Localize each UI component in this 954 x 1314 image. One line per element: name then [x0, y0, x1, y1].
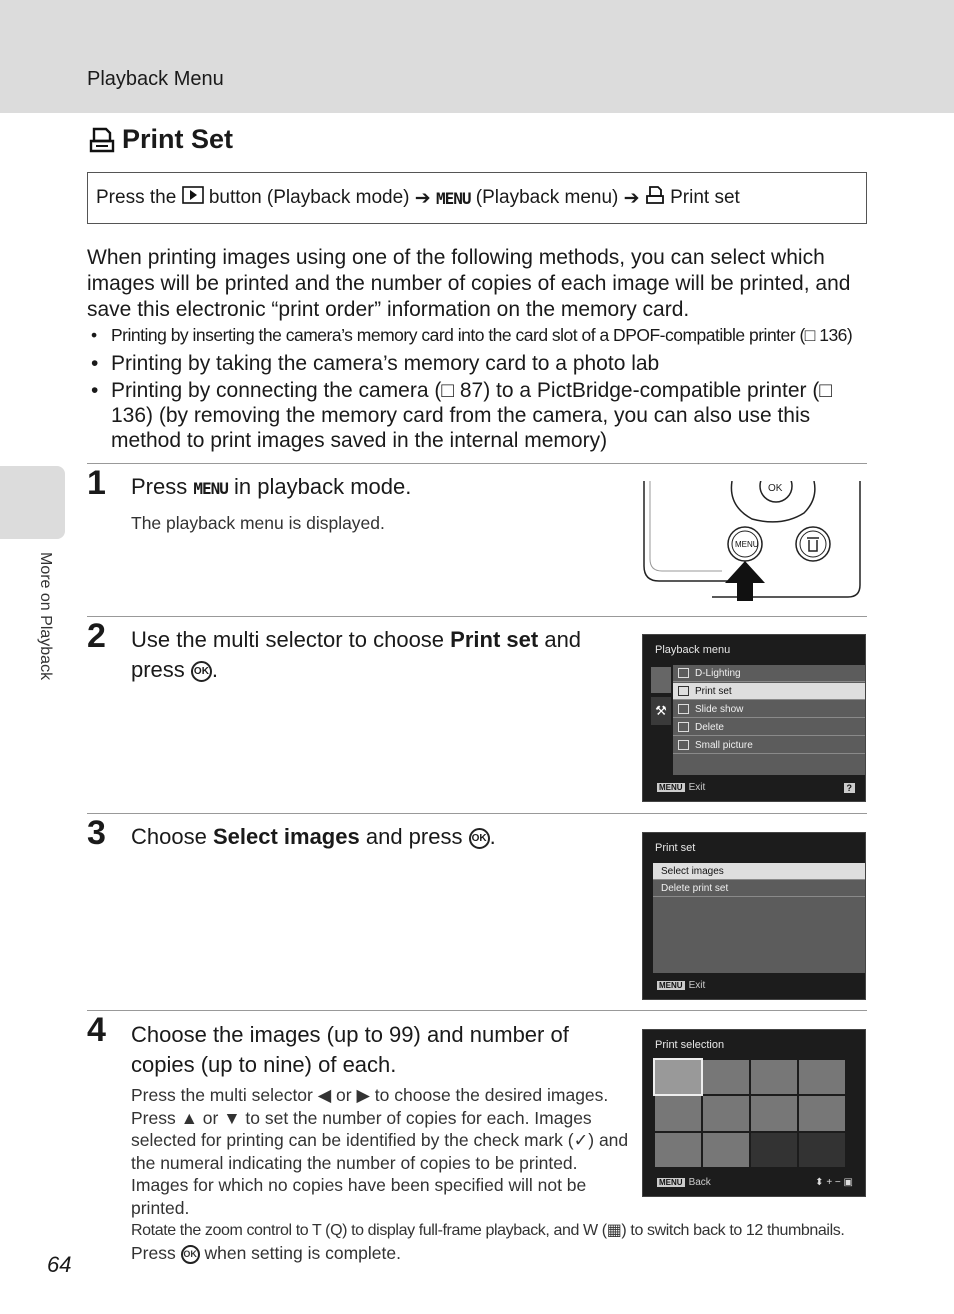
- menu-item-label: Small picture: [695, 740, 753, 751]
- small-picture-icon: [678, 740, 689, 750]
- step-heading: [131, 625, 611, 685]
- menu-item: [673, 719, 865, 736]
- path-text-1: Press the: [96, 187, 177, 208]
- footer-label: Back: [688, 1177, 711, 1188]
- menu-button-label: MENU: [735, 540, 759, 549]
- thumbnail-grid: [655, 1060, 845, 1167]
- divider: [87, 1010, 867, 1011]
- thumbnail: [703, 1096, 749, 1130]
- ok-icon: OK: [191, 661, 212, 682]
- menu-badge: MENU: [659, 981, 683, 990]
- ok-icon: OK: [469, 828, 490, 849]
- menu-item-label: D-Lighting: [695, 668, 741, 679]
- step-text: in playback mode.: [234, 474, 412, 499]
- menu-badge: MENU: [659, 783, 683, 792]
- menu-item: [673, 737, 865, 754]
- step-number: 4: [87, 1011, 106, 1049]
- note-text: when setting is complete.: [204, 1243, 401, 1263]
- menu-badge: MENU: [659, 1178, 683, 1187]
- screen-title: Print set: [655, 842, 696, 854]
- side-tab: [0, 466, 65, 539]
- step-number: 3: [87, 814, 106, 852]
- step-text: and press: [131, 627, 582, 682]
- divider: [87, 616, 867, 617]
- list-item: • Printing by connecting the camera (□ 87) to a PictBridge-compatible printer (□ 136) (by removing the memory card from the camera, you can also use this method to print images saved in the internal memory): [87, 378, 867, 453]
- list-item: • Printing by inserting the camera’s memory card into the card slot of a DPOF-compatible printer (□ 136): [87, 322, 867, 349]
- screen-title: Print selection: [655, 1039, 725, 1051]
- path-text-3: (Playback menu): [475, 187, 619, 208]
- screen-title: Playback menu: [655, 644, 731, 656]
- screen-footer: [657, 1177, 711, 1188]
- playback-menu-screen: [642, 634, 866, 802]
- step-description: Press the multi selector ◀ or ▶ to choose the desired images. Press ▲ or ▼ to set the number of copies for each. Images selected for printing can be identified by the check mark (✓) and the numeral indicating the number of copies to be printed. Images for which no copies have been specified will not be printed.: [131, 1085, 629, 1218]
- step-text: Press: [131, 474, 188, 499]
- menu-item-selected: Select images: [653, 863, 865, 880]
- step-text: Use the multi selector to choose: [131, 627, 445, 652]
- intro-paragraph: When printing images using one of the following methods, you can select which images will be printed and the number of copies of each image will be printed, and save this electronic “print order” information on the memory card.: [87, 246, 851, 321]
- step-text: .: [489, 824, 496, 849]
- menu-item-label: Delete: [695, 722, 724, 733]
- step-bold: Print set: [450, 627, 539, 652]
- menu-item: Delete print set: [653, 880, 865, 897]
- play-tab-icon: [651, 667, 671, 693]
- ok-icon: OK: [181, 1245, 200, 1264]
- page-number: 64: [47, 1252, 72, 1277]
- print-set-icon: [88, 127, 116, 153]
- delete-icon: [678, 722, 689, 732]
- thumbnail-empty: [799, 1133, 845, 1167]
- menu-key-label: MENU: [193, 479, 228, 498]
- ok-button-label: OK: [768, 483, 783, 494]
- step-heading: Choose the images (up to 99) and number of copies (up to nine) of each.: [131, 1022, 569, 1077]
- thumbnail: [655, 1060, 701, 1094]
- finish-note: [131, 1242, 871, 1265]
- step-description: The playback menu is displayed.: [131, 513, 385, 533]
- section-title: Playback Menu: [87, 68, 224, 90]
- menu-item-label: Slide show: [695, 704, 744, 715]
- wrench-icon: ⚒: [651, 697, 671, 725]
- menu-item-label: Print set: [695, 686, 732, 697]
- print-set-screen: [642, 832, 866, 1000]
- page-title: [88, 124, 233, 155]
- footer-label: Exit: [688, 782, 706, 793]
- thumbnail: [751, 1060, 797, 1094]
- playback-button-icon: [182, 186, 204, 210]
- zoom-note: Rotate the zoom control to T (Q) to display full-frame playback, and W (▦) to switch back to 12 thumbnails.: [131, 1222, 845, 1239]
- step-number: 1: [87, 464, 106, 502]
- print-selection-screen: [642, 1029, 866, 1197]
- step-text: Choose: [131, 824, 207, 849]
- help-icon: ?: [844, 783, 856, 793]
- d-lighting-icon: [678, 668, 689, 678]
- menu-panel: [653, 863, 865, 973]
- print-set-small-icon: [645, 186, 665, 210]
- menu-item-selected: [673, 683, 865, 700]
- step-number: 2: [87, 617, 106, 655]
- thumbnail: [799, 1060, 845, 1094]
- side-label: More on Playback: [37, 552, 54, 681]
- path-arrow-2: ➔: [623, 187, 640, 209]
- slide-show-icon: [678, 704, 689, 714]
- path-text-2: button (Playback mode): [208, 187, 410, 208]
- thumbnail: [655, 1133, 701, 1167]
- print-set-icon: [678, 686, 689, 696]
- menu-panel: [673, 665, 865, 775]
- page-title-text: Print Set: [122, 124, 234, 154]
- menu-path-box: [87, 172, 867, 224]
- thumbnail: [751, 1096, 797, 1130]
- list-item: • Printing by taking the camera’s memory card to a photo lab: [87, 351, 867, 376]
- divider: [87, 813, 867, 814]
- step-text: .: [211, 657, 219, 682]
- footer-label: Exit: [688, 980, 706, 991]
- step-heading: [131, 822, 611, 852]
- header-band: [0, 0, 954, 113]
- method-list: [87, 322, 867, 455]
- step-heading: [131, 472, 611, 504]
- path-arrow-1: ➔: [414, 187, 431, 209]
- menu-item: [673, 701, 865, 718]
- thumbnail: [703, 1133, 749, 1167]
- copies-zoom-icons: ⬍ + − ▣: [815, 1177, 853, 1188]
- menu-item: [673, 665, 865, 682]
- menu-key-label: MENU: [435, 188, 471, 208]
- thumbnail: [655, 1096, 701, 1130]
- screen-footer: [657, 782, 705, 793]
- note-text: Press: [131, 1243, 176, 1263]
- camera-back-illustration: [642, 481, 862, 601]
- step-bold: Select images: [212, 824, 360, 849]
- step-text: and press: [365, 824, 463, 849]
- thumbnail-empty: [751, 1133, 797, 1167]
- path-text-4: Print set: [670, 187, 740, 208]
- divider: [87, 463, 867, 464]
- thumbnail: [703, 1060, 749, 1094]
- thumbnail: [799, 1096, 845, 1130]
- screen-footer: [657, 980, 705, 991]
